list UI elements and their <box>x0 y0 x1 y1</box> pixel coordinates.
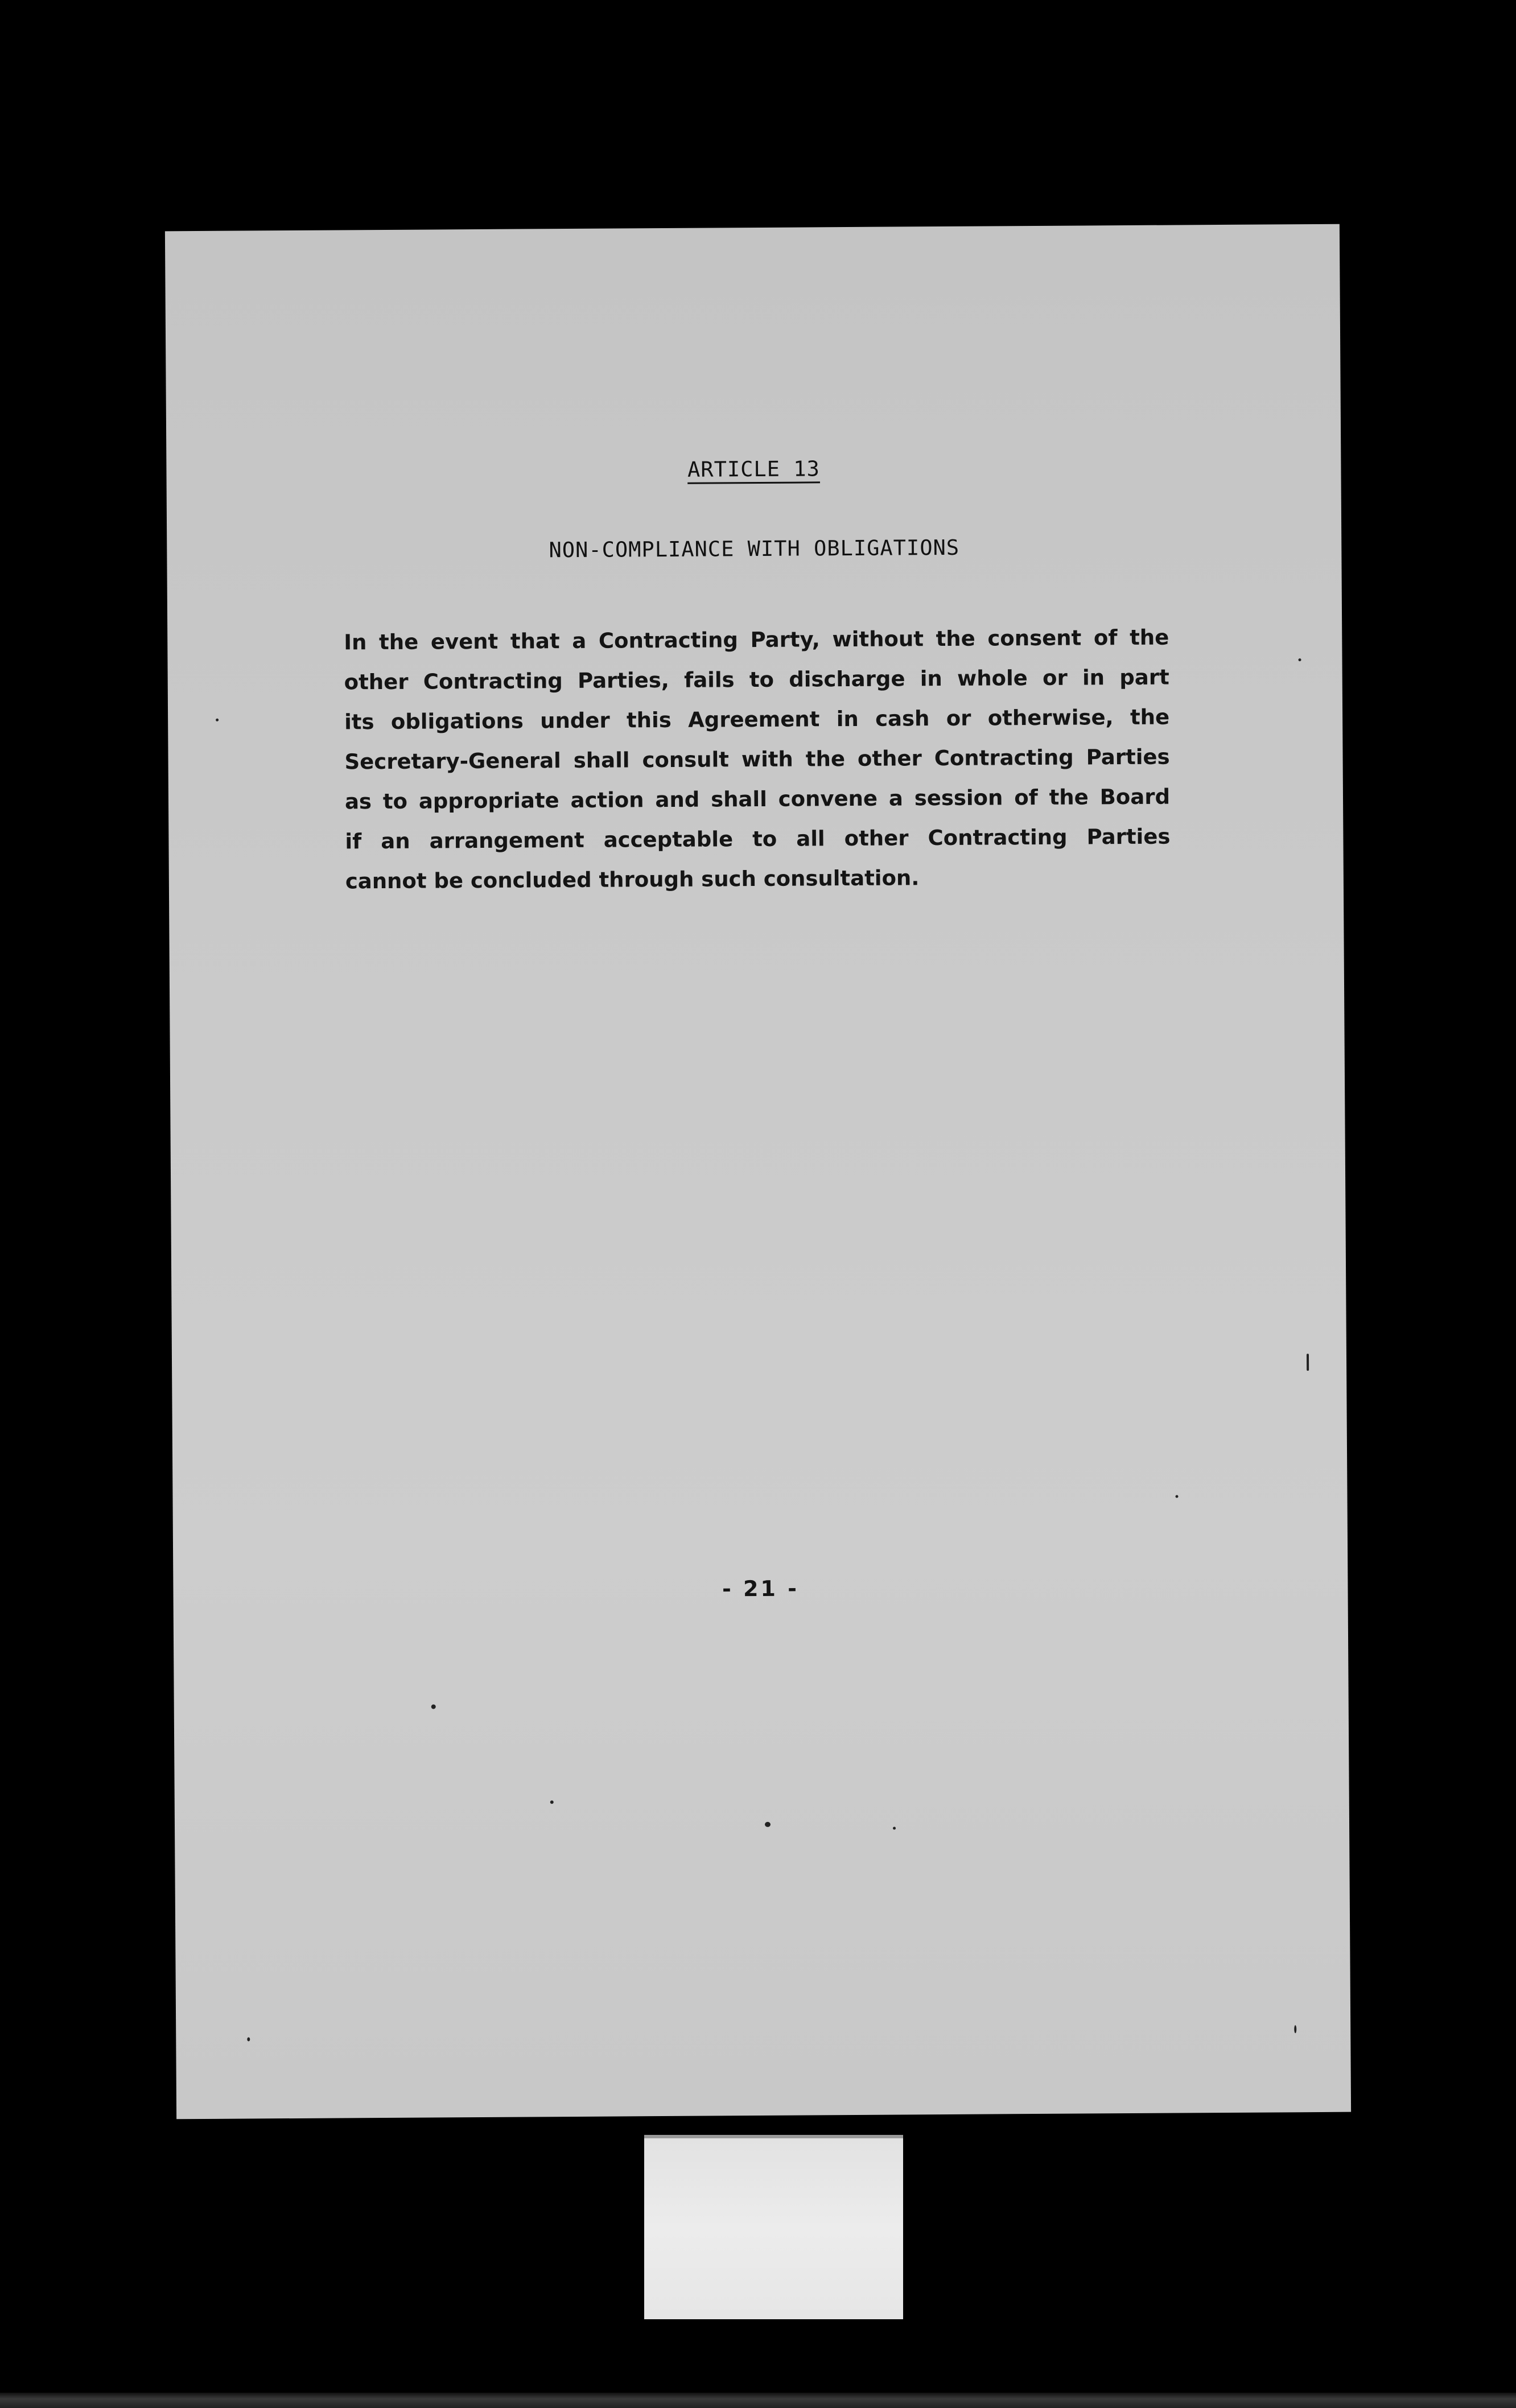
scan-speck <box>893 1827 896 1830</box>
bottom-edge-strip <box>0 2393 1516 2408</box>
section-title: NON-COMPLIANCE WITH OBLIGATIONS <box>549 535 960 563</box>
article-heading <box>166 453 1341 485</box>
body-line: In the event that a Contracting Party, without the consent of the <box>344 625 1169 655</box>
scan-speck <box>216 719 219 721</box>
article-heading-text: ARTICLE 13 <box>687 456 820 482</box>
scan-speck <box>1294 2025 1296 2033</box>
scan-speck <box>247 2037 250 2041</box>
scan-speck <box>1175 1495 1178 1498</box>
white-card <box>644 2135 903 2319</box>
page-number: - 21 - <box>722 1576 800 1602</box>
scan-speck <box>765 1822 771 1827</box>
body-paragraph <box>344 618 1171 902</box>
body-line: cannot be concluded through such consultation. <box>345 865 920 894</box>
scan-speck <box>550 1800 554 1804</box>
scan-speck <box>1307 1354 1309 1371</box>
scan-speck <box>1299 658 1301 661</box>
body-line: its obligations under this Agreement in cash or otherwise, the <box>344 704 1170 735</box>
body-line: Secretary-General shall consult with the other Contracting Parties <box>344 744 1170 774</box>
document-page <box>165 224 1351 2120</box>
body-line: as to appropriate action and shall convene a session of the Board <box>344 784 1171 814</box>
body-line: if an arrangement acceptable to all other Contracting Parties <box>345 824 1171 854</box>
body-line: other Contracting Parties, fails to discharge in whole or in part <box>344 665 1169 695</box>
scan-speck <box>431 1704 436 1709</box>
